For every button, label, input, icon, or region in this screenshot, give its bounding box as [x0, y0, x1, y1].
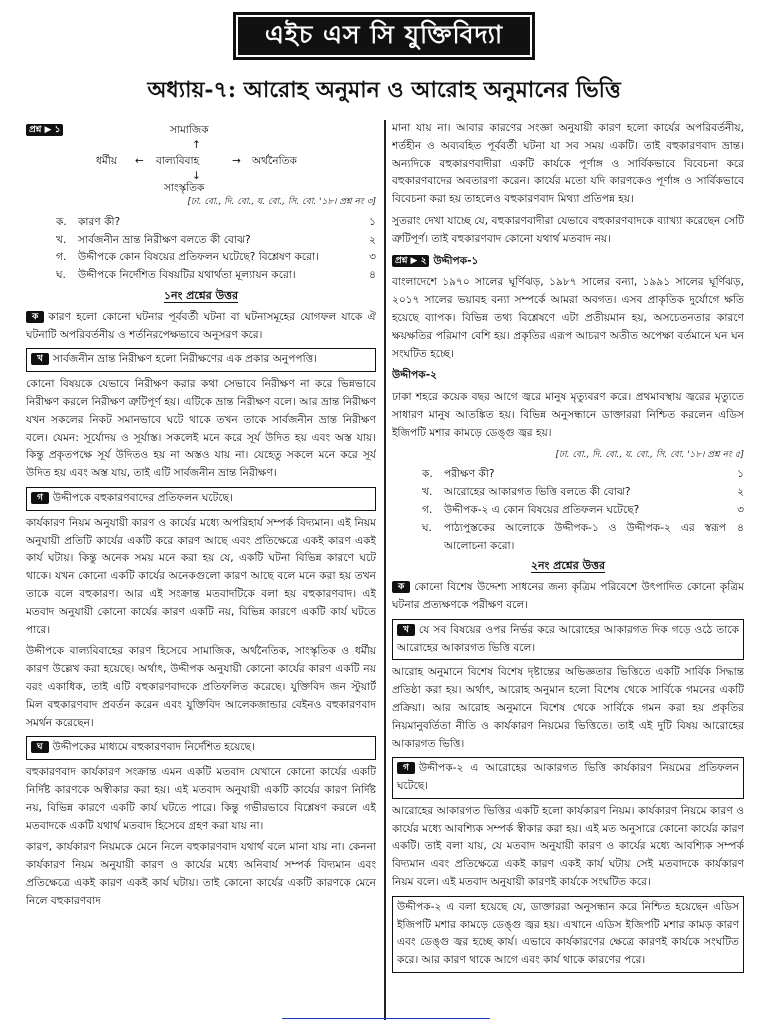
q1-question: ক. কারণ কী? ১: [56, 215, 376, 228]
q2-stimulus-2: ঢাকা শহরে কয়েক বছর আগে জ্বরে মানুষ মৃত্যুবরণ করে। প্রথমাবস্থায় জ্বরের মৃত্যুতে সাধারণ মানুষ আতঙ্কিত হয়। বিভিন্ন অনুসন্ধানে ডাক্তাররা নিশ্চিত করলেন এডিস ইজিপটি মশার কামড়ে ডেঙ্গু জ্বর হয়।: [392, 391, 744, 439]
q2-question: ঘ. পাঠ্যপুস্তকের আলোকে উদ্দীপক-১ ও উদ্দীপক-২ এর স্বরূপ আলোচনা করো। ৪: [422, 521, 744, 552]
q1-answer-gha-head: ঘ উদ্দীপকের মাধ্যমে বহুকারণবাদ নির্দেশিত হয়েছে।: [26, 736, 376, 760]
diagram-cultural: সাংস্কৃতিক: [164, 182, 205, 194]
label-kha: খ: [397, 624, 415, 636]
diagram-child-marriage: বাল্যবিবাহ: [156, 155, 200, 167]
q2-answer-ka: ক কোনো বিশেষ উদ্দেশ্য সাধনের জন্য কৃত্রিম পরিবেশে উৎপাদিত কোনো কৃত্রিম ঘটনার প্রত্যক্ষণকে পরীক্ষণ বলে।: [392, 581, 744, 611]
label-ga: গ: [31, 492, 49, 504]
bottom-underline: [282, 1018, 490, 1019]
q2-stimulus-1: বাংলাদেশে ১৯৭০ সালের ঘূর্ণিঝড়, ১৯৮৭ সালের বন্যা, ১৯৯১ সালের ঘূর্ণিঝড়, ২০১৭ সালের ভয়াবহ বন্যা সম্পর্কে আমরা অবগত। এসব প্রাকৃতিক দুর্যোগে ক্ষতি হয়েছে ব্যাপক। বিভিন্ন তথ্য বিশ্লেষণে এটা প্রতীয়মান হয়, অসচেতনতার কারণে ক্ষয়ক্ষতির পরিমাণ বেশি হয়। প্রকৃতির এরূপ আচরণ অতীত অপেক্ষা বর্তমানে ঘন ঘন সংঘটিত হচ্ছে।: [392, 276, 744, 360]
q1-diagram: [26, 120, 376, 194]
label-gha: ঘ: [31, 741, 49, 753]
q2-stimulus-2-heading: উদ্দীপক-২: [392, 369, 438, 382]
book-title: এইচ এস সি যুক্তিবিদ্যা: [238, 17, 530, 55]
q2-answer-ga-body-2: উদ্দীপক-২ এ বলা হয়েছে যে, ডাক্তাররা অনুসন্ধান করে নিশ্চিত হয়েছেন এডিস ইজিপটি মশার কামড়ে ডেঙ্গু জ্বর হয়। এখানে এডিস ইজিপটি মশার কামড় কারণ এবং ডেঙ্গু জ্বর হচ্ছে কার্য। এভাবে কার্যকারণের ক্ষেত্রে কারণই কার্যকে সংঘটিত করে। আর কারণ থাকে আগে এবং কার্য থাকে কারণের পরে।: [392, 896, 744, 973]
q1-answer-ga-body-1: কার্যকারণ নিয়ম অনুযায়ী কারণ ও কার্যের মধ্যে অপরিহার্য সম্পর্ক বিদ্যমান। এই নিয়ম অনুযায়ী প্রতিটি কার্যের একটি করে কারণ আছে এবং প্রতিক্ষেত্রে একই কারণ একই কার্য ঘটায়। কিন্তু অনেক সময় মনে করা হয় যে, একটি ঘটনা বিভিন্ন কারণে ঘটে থাকে। যখন কোনো একটি কার্যের অনেকগুলো কারণ আছে বলে মনে করা হয় তখন তাকে বলে বহুকারণ। আর এই সংক্রান্ত মতবাদটিকে বলা হয় বহুকারণবাদ। এই মতবাদ অনুযায়ী কোনো কার্যের কারণ একটি নয়, বিভিন্ন কারণে একটি কার্য ঘটতে পারে।: [26, 516, 376, 636]
q1-answer-gha-conclusion: সুতরাং দেখা যাচ্ছে যে, বহুকারণবাদীরা যেভাবে বহুকারণবাদকে ব্যাখ্যা করেছেন সেটি ত্রুটিপূর্ণ। তাই বহুকারণবাদ কোনো যথার্থ মতবাদ নয়।: [392, 214, 744, 245]
right-column: [392, 120, 744, 1020]
book-title-banner: [233, 12, 535, 60]
q2-source: [ঢা. বো., দি. বো., য. বো., সি. বো. '১৮। প্রশ্ন নং ৫]: [555, 449, 744, 460]
chapter-title: অধ্যায়-৭: আরোহ অনুমান ও আরোহ অনুমানের ভিত্তি: [147, 77, 621, 103]
q2-answer-kha-body: আরোহ অনুমানে বিশেষ বিশেষ দৃষ্টান্তের অভিজ্ঞতার ভিত্তিতে একটি সার্বিক সিদ্ধান্ত প্রতিষ্ঠা করা হয়। অর্থাৎ, আরোহ অনুমান হলো বিশেষ থেকে সার্বিকে গমনের একটি প্রক্রিয়া। আর আরোহ অনুমানে বিশেষ থেকে সার্বিকে গমন করা হয় প্রকৃতির নিয়মানুবর্তিতা নীতি ও কার্যকারণ নিয়মের ভিত্তিতে। তাই এই দুটি বিষয় আরোহের আকারগত ভিত্তি।: [392, 666, 744, 750]
q2-question: গ. উদ্দীপক-২ এ কোন বিষয়ের প্রতিফলন ঘটেছে? ৩: [422, 503, 744, 516]
q2-answer-ga-head: গ উদ্দীপক-২ এ আরোহের আকারগত ভিত্তি কার্যকারণ নিয়মের প্রতিফলন ঘটেছে।: [392, 757, 744, 799]
q2-tag: প্রশ্ন ▶ ২: [392, 255, 429, 267]
q1-answer-kha-body: কোনো বিষয়কে যেভাবে নিরীক্ষণ করার কথা সেভাবে নিরীক্ষণ না করে ভিন্নভাবে নিরীক্ষণ করলে নিরীক্ষণ ত্রুটিপূর্ণ হয়। এটিকে ভ্রান্ত নিরীক্ষণ বলে। আর ভ্রান্ত নিরীক্ষণ যখন সকলের নিকট সমানভাবে ঘটে থাকে তখন তাকে সার্বজনীন ভ্রান্ত নিরীক্ষণ বলে। যেমন: সূর্যোদয় ও সূর্যাস্ত। সকলেই মনে করে সূর্য উদিত হয় এবং অস্ত যায়। কিন্তু প্রকৃতপক্ষে সূর্য উদিতও হয় না অস্তও যায় না। যেহেতু সকলে মনে করে সূর্য উদিত হয় এবং অস্ত যায়, তাই এটি সার্বজনীন ভ্রান্ত নিরীক্ষণ।: [26, 378, 376, 480]
label-ga: গ: [397, 762, 415, 774]
q1-question: গ. উদ্দীপকে কোন বিষয়ের প্রতিফলন ঘটেছে? বিশ্লেষণ করো। ৩: [56, 251, 376, 264]
label-ka: ক: [26, 311, 44, 323]
q1-answer-ka: ক কারণ হলো কোনো ঘটনার পূর্ববর্তী ঘটনা বা ঘটনাসমূহের যোগফল যাকে ঐ ঘটনাটি অপরিবর্তনীয় ও শর্তনিরপেক্ষভাবে অনুসরণ করে।: [26, 310, 376, 341]
q1-answer-gha-body-2: কারণ, কার্যকারণ নিয়মকে মেনে নিলে বহুকারণবাদ যথার্থ বলে মানা যায় না। কেননা কার্যকারণ নিয়ম অনুযায়ী কারণ ও কার্যের মধ্যে অনিবার্য সম্পর্ক বিদ্যমান এবং প্রতিক্ষেত্রে একই কারণ একই কার্য ঘটায়। তাই কোনো কার্যের একটি কারণকে মেনে নিলে বহুকারণবাদ: [26, 841, 376, 907]
q1-answer-title: ১নং প্রশ্নের উত্তর: [163, 288, 239, 302]
q2-answer-kha-head: খ যে সব বিষয়ের ওপর নির্ভর করে আরোহের আকারগত দিক গড়ে ওঠে তাকে আরোহের আকারগত ভিত্তি বলে।: [392, 619, 744, 661]
q1-answer-gha-continued: মানা যায় না। আবার কারণের সংজ্ঞা অনুযায়ী কারণ হলো কার্যের অপরিবর্তনীয়, শর্তহীন ও অব্যবহিত পূর্ববর্তী ঘটনা যা সব সময় একটি। তাই বহুকারণবাদ ভ্রান্ত। অন্যদিকে বহুকারণবাদীরা একটি কার্যকে পূর্ণাঙ্গ ও সার্বিকভাবে বিবেচনা করে বহুকারণবাদের অবতারণা করেন। কার্যের মতো যদি কারণকেও পূর্ণাঙ্গ ও সার্বিকভাবে বিবেচনা করা হয় তাহলেও বহুকারণবাদ মিথ্যা প্রতিপন্ন হয়।: [392, 122, 744, 206]
diagram-social: সামাজিক: [170, 124, 209, 136]
diagram-arrow-right: →: [232, 155, 241, 167]
q1-tag: প্রশ্ন ▶ ১: [26, 124, 63, 136]
q1-answer-gha-body-1: বহুকারণবাদ কার্যকারণ সংক্রান্ত এমন একটি মতবাদ যেখানে কোনো কার্যের একটি নির্দিষ্ট কারণকে অস্বীকার করা হয়। এই মতবাদ অনুযায়ী একটি কার্যের কারণ নির্দিষ্ট নয়, বিভিন্ন কারণে একটি কার্য ঘটতে পারে। কিন্তু গভীরভাবে বিশ্লেষণ করলে এই মতবাদকে একটি যথার্থ মতবাদ হিসেবে গ্রহণ করা যায় না।: [26, 766, 376, 832]
q1-question: খ. সার্বজনীন ভ্রান্ত নিরীক্ষণ বলতে কী বোঝ? ২: [56, 233, 376, 246]
diagram-religious: ধর্মীয়: [96, 155, 117, 167]
left-column: [26, 120, 376, 1020]
q1-answer-ga-head: গ উদ্দীপকে বহুকারণবাদের প্রতিফলন ঘটেছে।: [26, 487, 376, 511]
diagram-arrow-down: ↓: [192, 170, 201, 182]
q1-source: [ঢা. বো., দি. বো., য. বো., সি. বো. '১৮। প্রশ্ন নং ৩]: [187, 197, 376, 207]
diagram-economic: অর্থনৈতিক: [252, 155, 297, 167]
diagram-arrow-up: ↑: [192, 139, 201, 151]
column-divider: [384, 120, 386, 1020]
q1-answer-ga-body-2: উদ্দীপকে বাল্যবিবাহের কারণ হিসেবে সামাজিক, অর্থনৈতিক, সাংস্কৃতিক ও ধর্মীয় কারণ উল্লেখ করা হয়েছে। অর্থাৎ, উদ্দীপক অনুযায়ী কোনো কার্যের কারণ একটি নয় বরং একাধিক, তাই এটি বহুকারণবাদকে প্রতিফলিত করেছে। যুক্তিবিদ জন স্টুয়ার্ট মিল বহুকারণবাদ প্রবর্তন করেন এবং যুক্তিবিদ আলেকজান্ডার বেইনও বহুকারণবাদ সমর্থন করেছেন।: [26, 645, 376, 729]
q1-question-list: [26, 214, 376, 285]
q1-answer-kha-head: খ সার্বজনীন ভ্রান্ত নিরীক্ষণ হলো নিরীক্ষণের এক প্রকার অনুপপত্তি।: [26, 348, 376, 372]
diagram-arrow-left: ←: [135, 155, 144, 167]
q2-stimulus-1-heading: প্রশ্ন ▶ ২ উদ্দীপক-১: [392, 253, 744, 271]
label-ka: ক: [392, 581, 410, 593]
q2-answer-title: ২নং প্রশ্নের উত্তর: [530, 559, 606, 573]
q1-question: ঘ. উদ্দীপকে নির্দেশিত বিষয়টির যথার্থতা মূল্যায়ন করো। ৪: [56, 269, 376, 282]
label-kha: খ: [31, 353, 49, 365]
q2-question: খ. আরোহের আকারগত ভিত্তি বলতে কী বোঝ? ২: [422, 486, 744, 499]
q2-question: ক. পরীক্ষণ কী? ১: [422, 468, 744, 481]
q2-answer-ga-body-1: আরোহের আকারগত ভিত্তির একটি হলো কার্যকারণ নিয়ম। কার্যকারণ নিয়মে কারণ ও কার্যের মধ্যে আবশ্যিক সম্পর্ক স্বীকার করা হয়। এই মত অনুসারে কোনো কার্যের কারণ একটি। তাই বলা যায়, যে মতবাদ অনুযায়ী কারণ ও কার্যের মধ্যে আবশ্যিক সম্পর্ক বিদ্যমান এবং প্রতিক্ষেত্রে একই কারণ একই কার্য ঘটায় সেই মতবাদকে কার্যকারণ নিয়ম বলে। এই মতবাদ অনুযায়ী কারণই কার্যকে সংঘটিত করে।: [392, 804, 744, 889]
q2-question-list: [392, 466, 744, 555]
